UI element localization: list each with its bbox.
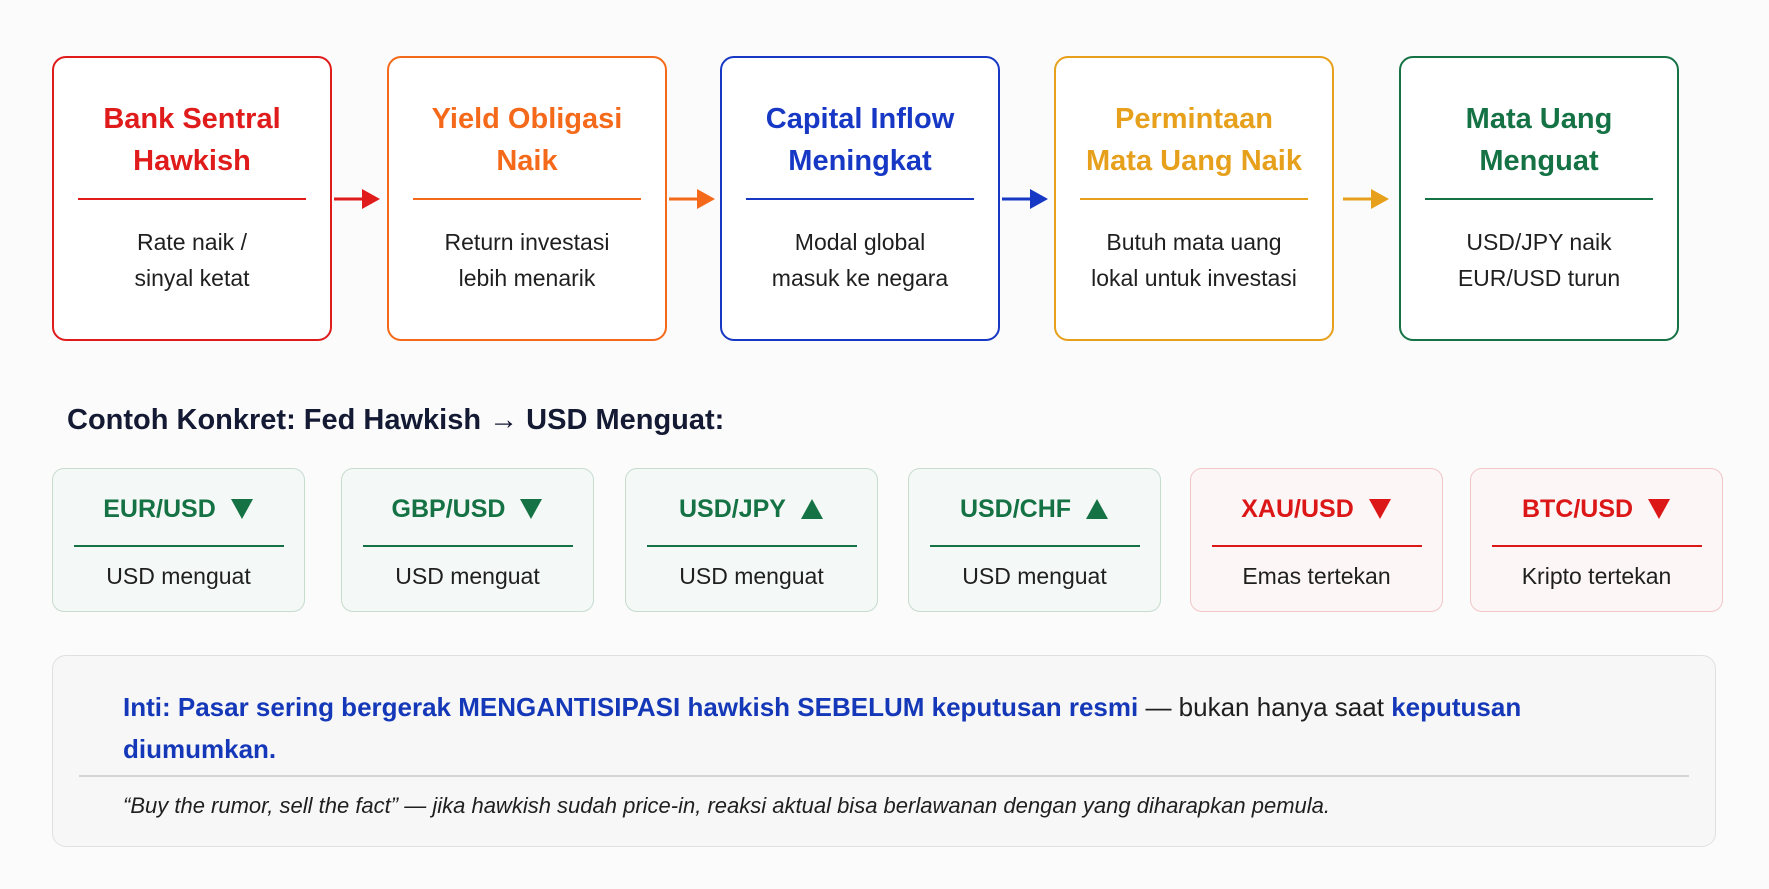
triangle-icon xyxy=(1085,498,1109,520)
insight-quote: “Buy the rumor, sell the fact” — jika hawkish sudah price-in, reaksi aktual bisa berlawanan dengan yang diharapkan pemula. xyxy=(123,793,1330,818)
pair-divider xyxy=(1212,545,1422,547)
pair-divider xyxy=(1492,545,1702,547)
pair-header xyxy=(392,491,544,527)
flow-step-divider xyxy=(1425,198,1653,200)
pair-divider xyxy=(363,545,573,547)
flow-step-3 xyxy=(720,56,1000,341)
triangle-icon xyxy=(1368,498,1392,520)
insight-connector: — bukan hanya saat xyxy=(1138,692,1392,722)
flow-step-description: Modal global masuk ke negara xyxy=(771,229,949,291)
triangle-icon xyxy=(230,498,254,520)
flow-step-description: Butuh mata uang lokal untuk investasi xyxy=(1091,229,1297,291)
pair-card xyxy=(1190,468,1443,612)
pair-note: USD menguat xyxy=(395,563,540,589)
flow-step-4 xyxy=(1054,56,1334,341)
pair-card xyxy=(1470,468,1723,612)
pair-header xyxy=(960,491,1109,527)
pair-note: Emas tertekan xyxy=(1242,563,1391,589)
flow-step-title: Yield Obligasi Naik xyxy=(431,103,623,177)
flow-step-1 xyxy=(52,56,332,341)
pair-symbol: USD/JPY xyxy=(679,494,786,523)
flow-step-5 xyxy=(1399,56,1679,341)
flow-step-title: Bank Sentral Hawkish xyxy=(103,103,281,177)
insight-text xyxy=(123,686,1623,770)
pair-note: USD menguat xyxy=(106,563,251,589)
flow-step-title: Capital Inflow Meningkat xyxy=(765,103,955,177)
triangle-icon xyxy=(1647,498,1671,520)
flow-step-description: USD/JPY naik EUR/USD turun xyxy=(1457,229,1621,291)
section-heading: Contoh Konkret: Fed Hawkish → USD Menguat: xyxy=(67,404,725,436)
arrow-right-icon xyxy=(1343,186,1391,212)
pair-note: USD menguat xyxy=(679,563,824,589)
insight-emphasis: Inti: Pasar sering bergerak MENGANTISIPASI hawkish SEBELUM keputusan resmi xyxy=(123,692,1139,722)
arrow-right-icon xyxy=(1002,186,1050,212)
flow-step-divider xyxy=(1080,198,1308,200)
insight-divider xyxy=(79,775,1689,777)
pair-card xyxy=(52,468,305,612)
arrow-right-icon xyxy=(669,186,717,212)
pair-divider xyxy=(74,545,284,547)
pair-card xyxy=(341,468,594,612)
flow-step-divider xyxy=(413,198,641,200)
insight-emphasis: keputusan diumumkan. xyxy=(123,692,1522,764)
pair-card xyxy=(625,468,878,612)
arrow-right-icon xyxy=(334,186,382,212)
pair-symbol: GBP/USD xyxy=(391,494,506,523)
triangle-icon xyxy=(519,498,543,520)
flow-step-divider xyxy=(746,198,974,200)
pair-header xyxy=(103,491,254,527)
pair-divider xyxy=(930,545,1140,547)
pair-header xyxy=(1241,491,1392,527)
flow-step-divider xyxy=(78,198,306,200)
triangle-icon xyxy=(800,498,824,520)
pair-header xyxy=(1522,491,1671,527)
pair-card xyxy=(908,468,1161,612)
flow-step-title: Permintaan Mata Uang Naik xyxy=(1086,103,1302,177)
pair-symbol: BTC/USD xyxy=(1521,494,1634,523)
pair-divider xyxy=(647,545,857,547)
pair-symbol: USD/CHF xyxy=(959,494,1072,523)
pair-note: Kripto tertekan xyxy=(1521,563,1672,589)
pair-header xyxy=(679,491,824,527)
flow-step-2 xyxy=(387,56,667,341)
insight-box xyxy=(52,655,1716,847)
pair-symbol: XAU/USD xyxy=(1241,494,1354,523)
flow-step-description: Return investasi lebih menarik xyxy=(444,229,610,291)
flow-step-description: Rate naik / sinyal ketat xyxy=(134,229,250,291)
flow-step-title: Mata Uang Menguat xyxy=(1465,103,1613,177)
pair-symbol: EUR/USD xyxy=(103,494,216,523)
pair-note: USD menguat xyxy=(962,563,1107,589)
